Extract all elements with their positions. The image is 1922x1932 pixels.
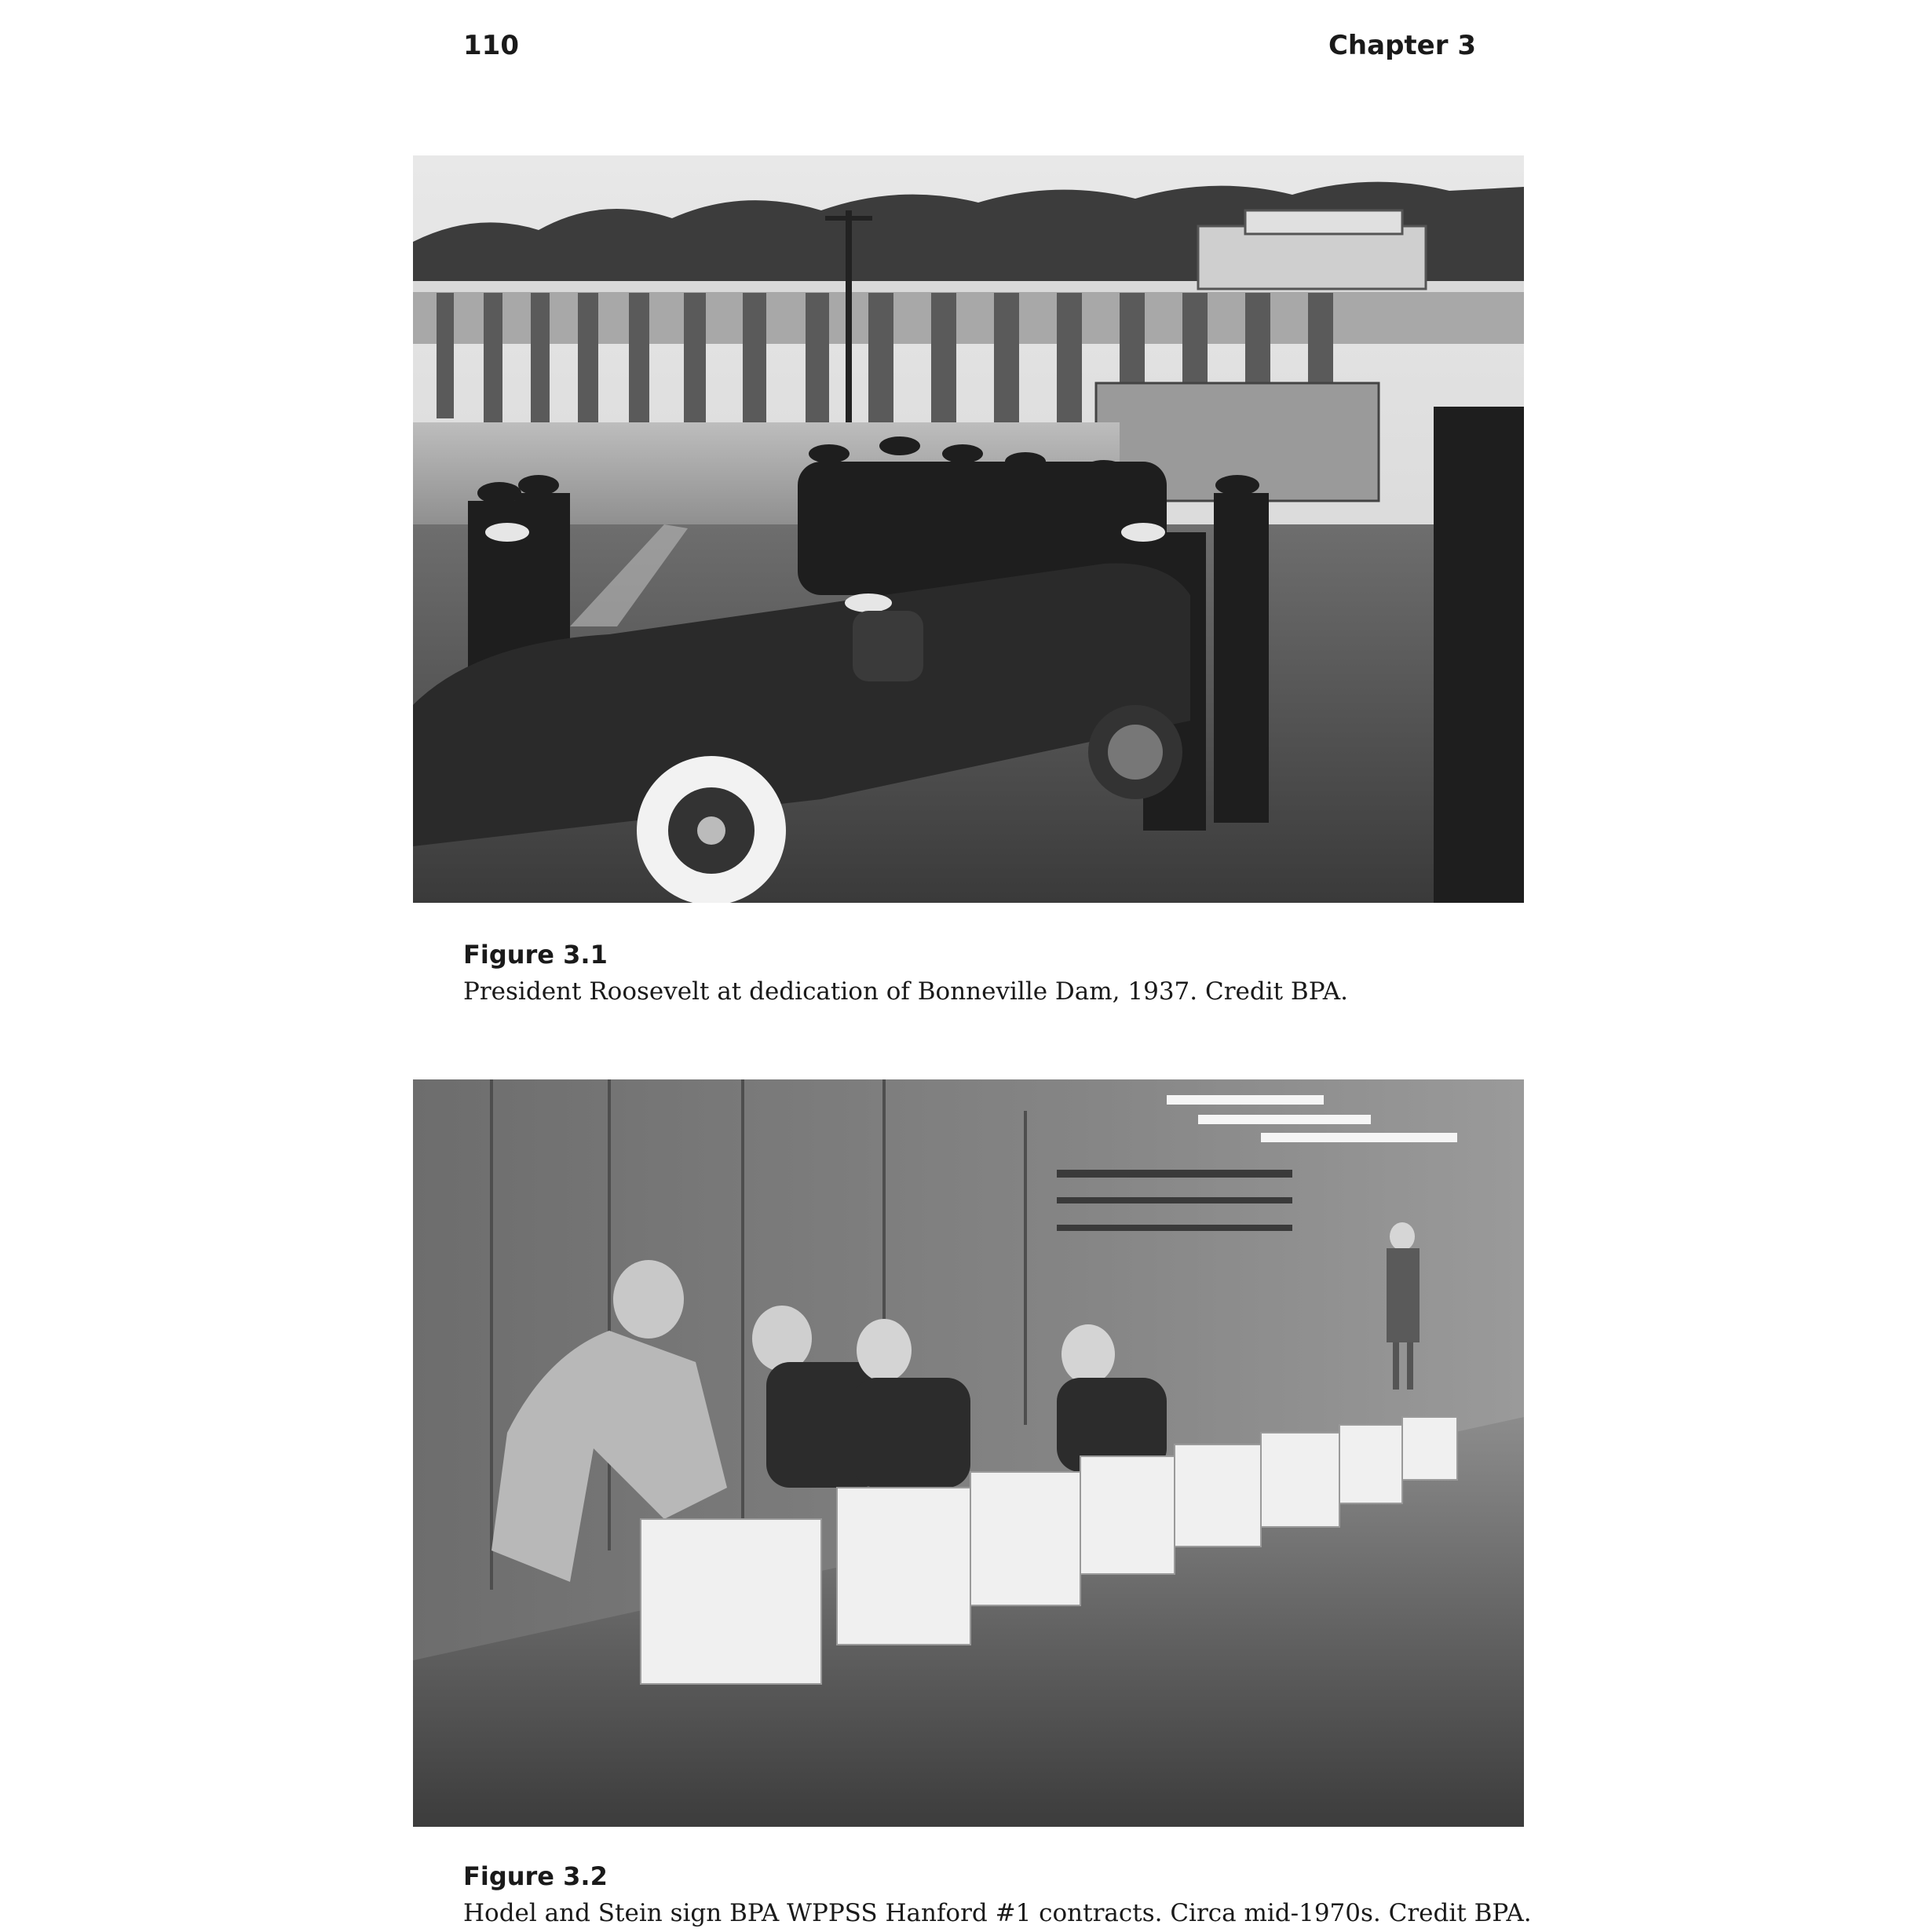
figure-label: Figure 3.2 xyxy=(463,1861,608,1891)
figure-label: Figure 3.1 xyxy=(463,940,608,970)
running-header xyxy=(463,30,1476,69)
figure-caption-text: President Roosevelt at dedication of Bonneville Dam, 1937. Credit BPA. xyxy=(463,977,1348,1006)
page-number: 110 xyxy=(463,30,519,61)
figure-3-2-photo xyxy=(413,1079,1524,1827)
figure-3-1-caption xyxy=(463,937,1562,1010)
figure-3-1-photo xyxy=(413,155,1524,903)
chapter-title: Chapter 3 xyxy=(1328,30,1476,61)
figure-caption-text: Hodel and Stein sign BPA WPPSS Hanford #1 contracts. Circa mid-1970s. Credit BPA. xyxy=(463,1899,1532,1927)
figure-3-2-caption xyxy=(463,1858,1562,1932)
